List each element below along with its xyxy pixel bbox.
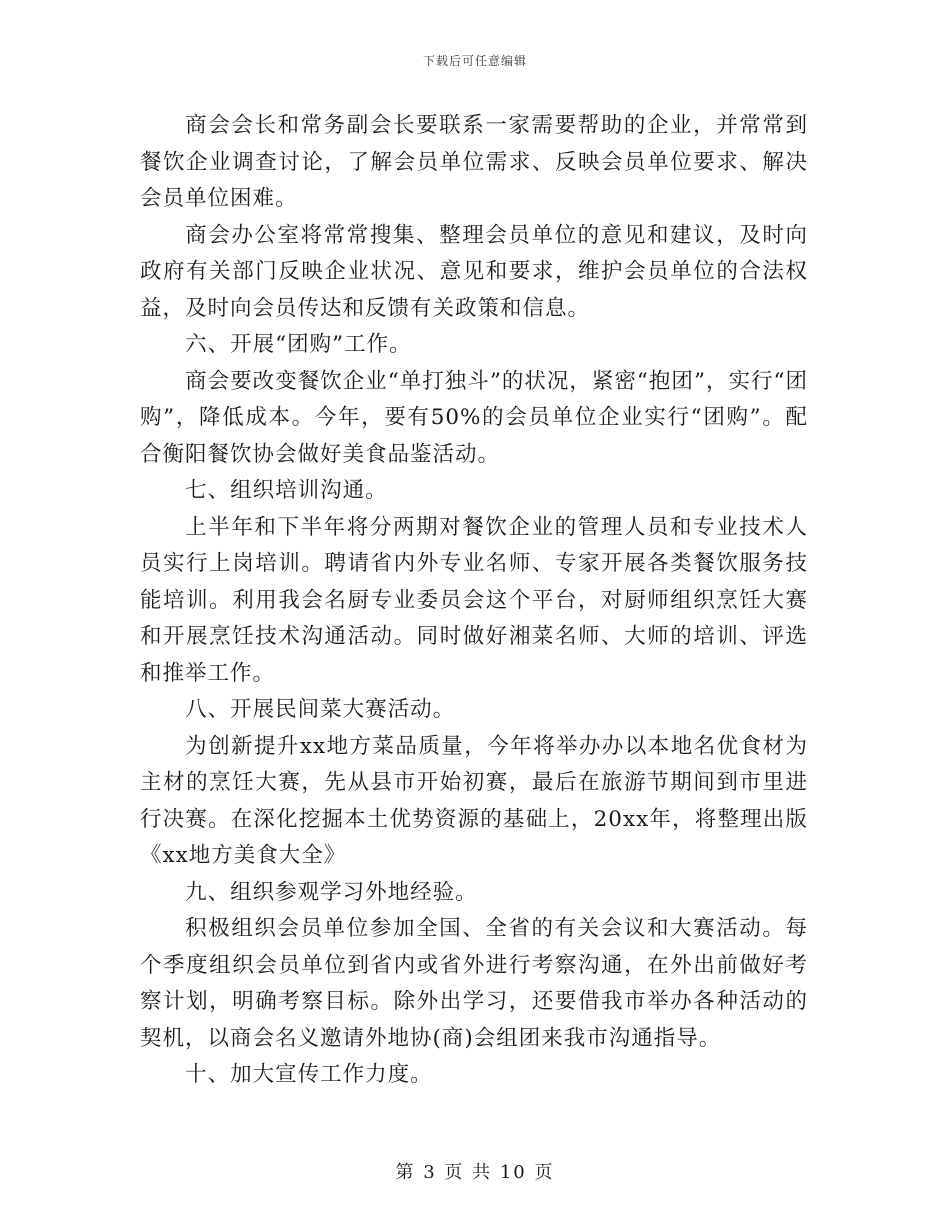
section-heading: 六、开展“团购”工作。 xyxy=(185,332,412,357)
section-heading: 十、加大宣传工作力度。 xyxy=(185,1062,433,1087)
section-heading: 七、组织培训沟通。 xyxy=(185,478,388,503)
section-heading: 九、组织参观学习外地经验。 xyxy=(185,879,478,905)
page-header: 下载后可任意编辑 xyxy=(422,54,527,68)
paragraph: 为创新提升xx地方菜品质量，今年将举办办以本地名优食材为主材的烹饪大赛，先从县市开始初赛，最后在旅游节期间到市里进行决赛。在深化挖掘本土优势资源的基础上，20xx年，将整理出版《xx地方美食大全》 xyxy=(140,733,808,868)
paragraph: 商会办公室将常常搜集、整理会员单位的意见和建议，及时向政府有关部门反映企业状况、意见和要求，维护会员单位的合法权益，及时向会员传达和反馈有关政策和信息。 xyxy=(140,222,808,321)
paragraph: 商会会长和常务副会长要联系一家需要帮助的企业，并常常到餐饮企业调查讨论，了解会员单位需求、反映会员单位要求、解决会员单位困难。 xyxy=(140,113,808,211)
section-heading: 八、开展民间菜大赛活动。 xyxy=(185,697,456,722)
page-number: 第 3 页 共 10 页 xyxy=(395,1162,555,1183)
paragraph: 上半年和下半年将分两期对餐饮企业的管理人员和专业技术人员实行上岗培训。聘请省内外专业名师、专家开展各类餐饮服务技能培训。利用我会名厨专业委员会这个平台，对厨师组织烹饪大赛和开展烹饪技术沟通活动。同时做好湘菜名师、大师的培训、评选和推举工作。 xyxy=(140,514,808,686)
document-body xyxy=(140,108,808,1094)
paragraph: 商会要改变餐饮企业“单打独斗”的状况，紧密“抱团”，实行“团购”，降低成本。今年，要有50%的会员单位企业实行“团购”。配合衡阳餐饮协会做好美食品鉴活动。 xyxy=(140,368,808,467)
paragraph: 积极组织会员单位参加全国、全省的有关会议和大赛活动。每个季度组织会员单位到省内或省外进行考察沟通，在外出前做好考察计划，明确考察目标。除外出学习，还要借我市举办各种活动的契机，以商会名义邀请外地协(商)会组团来我市沟通指导。 xyxy=(140,916,808,1051)
